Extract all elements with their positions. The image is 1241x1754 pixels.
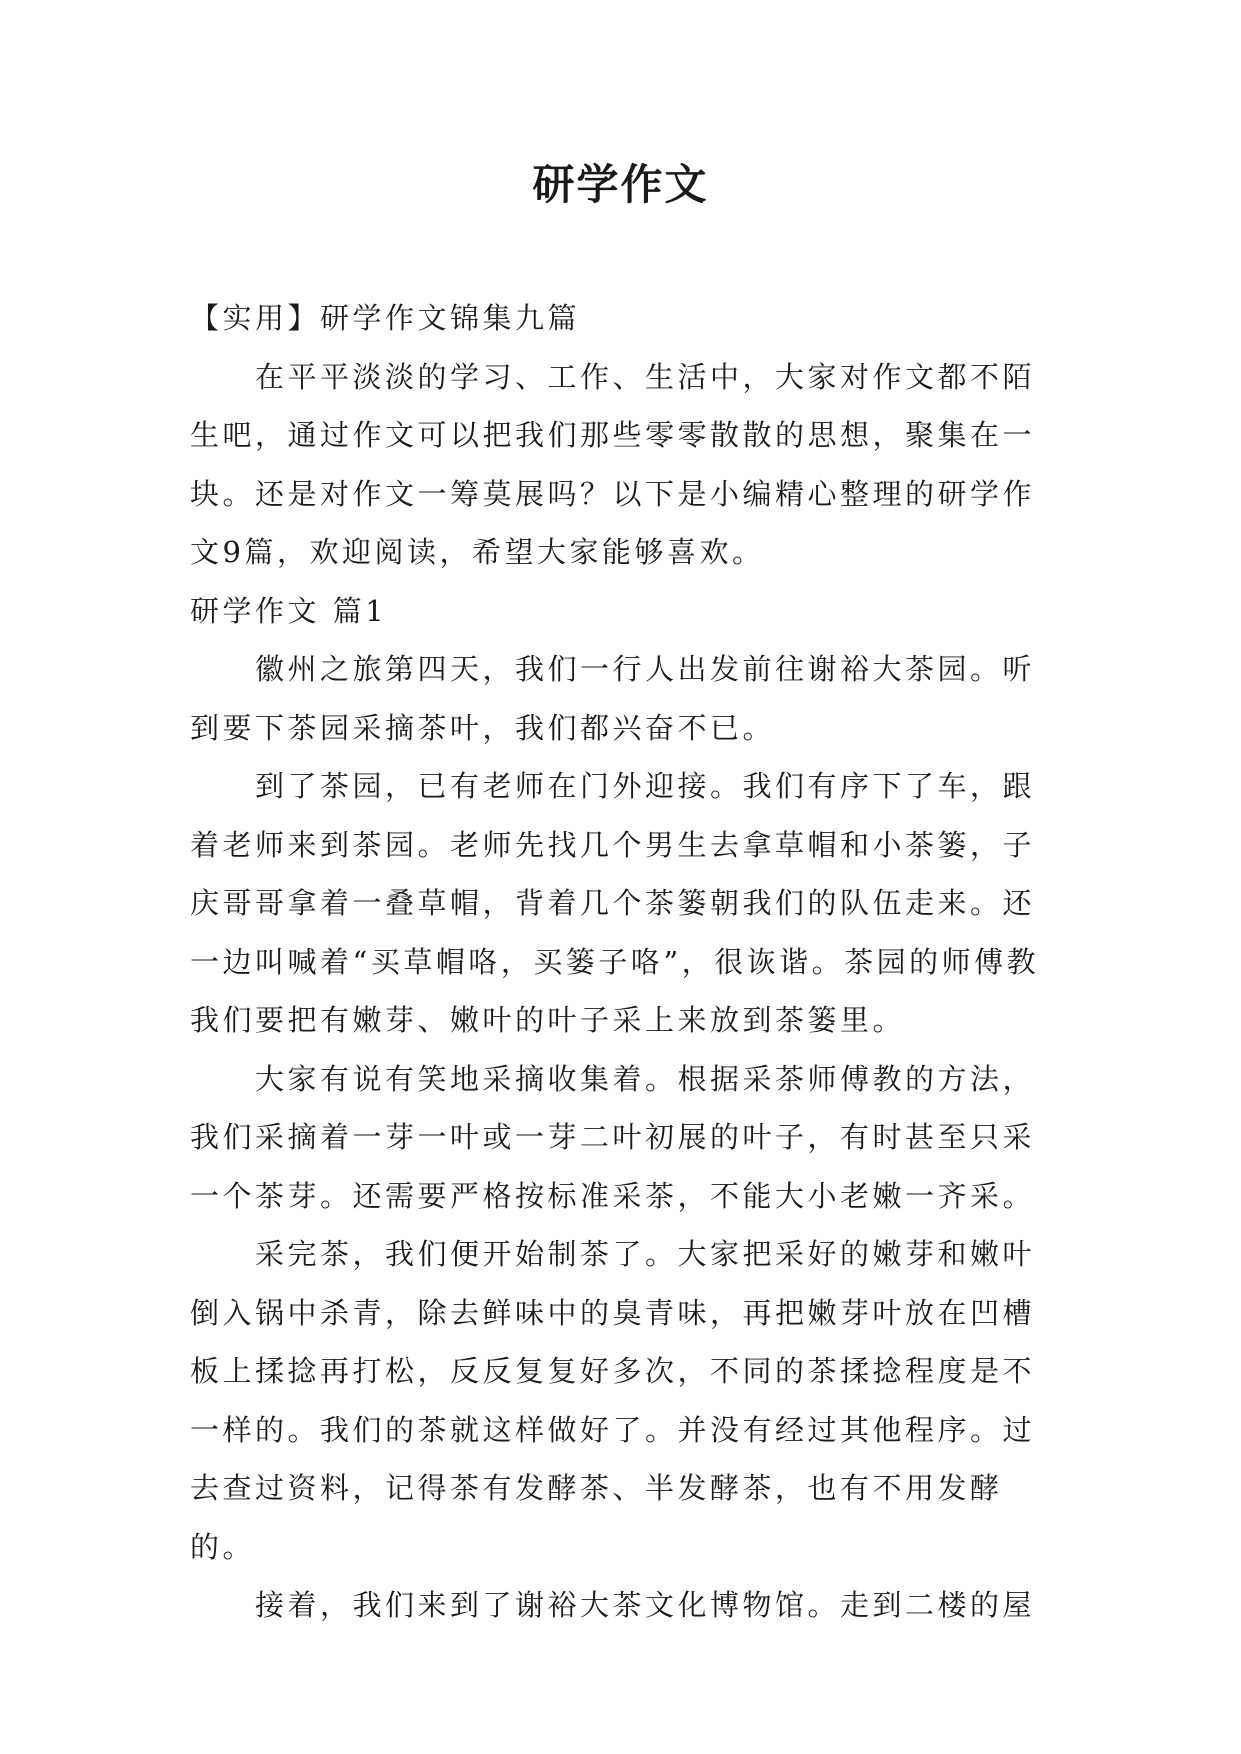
body-paragraph: 采完茶，我们便开始制茶了。大家把采好的嫩芽和嫩叶倒入锅中杀青，除去鲜味中的臭青味，再把嫩芽叶放在凹槽板上揉捻再打松，反反复复好多次，不同的茶揉捻程度是不一样的。我们的茶就这样做好了。并没有经过其他程序。过去查过资料，记得茶有发酵茶、半发酵茶，也有不用发酵的。 <box>190 1237 1036 1564</box>
section-heading: 研学作文 篇1 <box>190 593 388 628</box>
document-subtitle: 【实用】研学作文锦集九篇 <box>190 301 581 335</box>
body-paragraph: 徽州之旅第四天，我们一行人出发前往谢裕大茶园。听到要下茶园采摘茶叶，我们都兴奋不已。 <box>190 652 1036 745</box>
body-paragraph: 到了茶园，已有老师在门外迎接。我们有序下了车，跟着老师来到茶园。老师先找几个男生去拿草帽和小茶篓，子庆哥哥拿着一叠草帽，背着几个茶篓朝我们的队伍走来。还一边叫喊着“买草帽咯，买篓子咯”，很诙谐。茶园的师傅教我们要把有嫩芽、嫩叶的叶子采上来放到茶篓里。 <box>190 769 1040 1037</box>
body-paragraph: 大家有说有笑地采摘收集着。根据采茶师傅教的方法，我们采摘着一芽一叶或一芽二叶初展的叶子，有时甚至只采一个茶芽。还需要严格按标准采茶，不能大小老嫩一齐采。 <box>190 1061 1036 1213</box>
intro-paragraph: 在平平淡淡的学习、工作、生活中，大家对作文都不陌生吧，通过作文可以把我们那些零零散散的思想，聚集在一块。还是对作文一筹莫展吗？以下是小编精心整理的研学作文9篇，欢迎阅读，希望大家能够喜欢。 <box>190 359 1036 569</box>
document-body <box>190 289 1052 1635</box>
document-title: 研学作文 <box>532 160 709 209</box>
body-paragraph: 接着，我们来到了谢裕大茶文化博物馆。走到二楼的屋 <box>255 1588 1036 1622</box>
